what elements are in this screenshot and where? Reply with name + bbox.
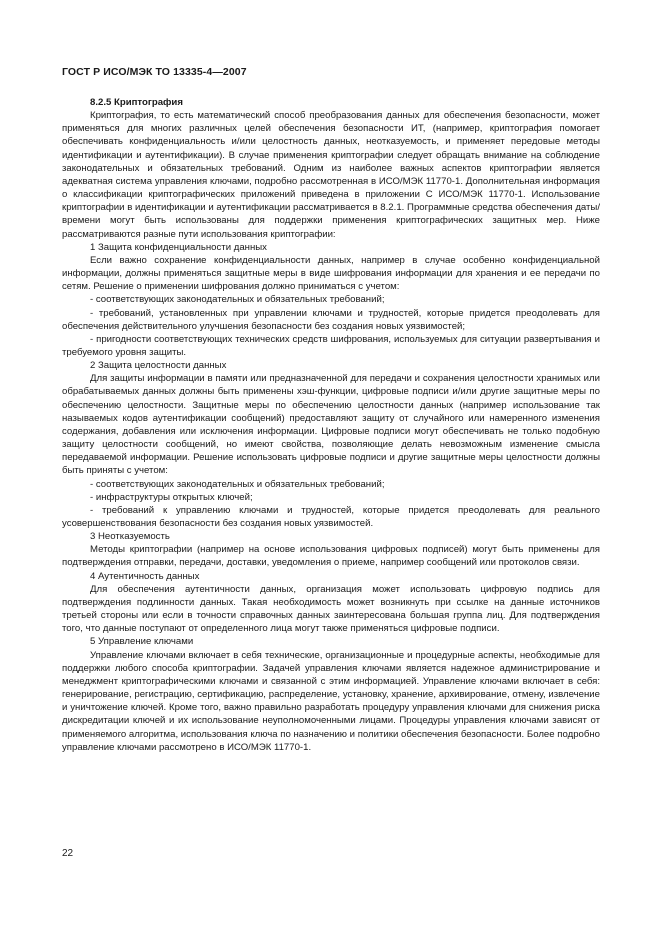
subsection-heading: 4 Аутентичность данных (90, 570, 200, 582)
paragraph: Для защиты информации в памяти или предназначенной для передачи и сохранения целостности хранимых или обрабатываемых данных должны быть применены хэш-функции, цифровые подписи и/или другие защитные меры по обеспечению целостности. Защитные меры по обеспечению целостности данных (например использование так называемых кодов аутентификации сообщений) предоставляют защиту от случайного или намеренного изменения содержания, добавления или исключения информации. Цифровые подписи могут обеспечивать не только подобную защиту целостности сообщений, но имеют свойства, позволяющие делать невозможным изменение смысла передаваемой информации. Решение использовать цифровые подписи и другие защитные меры целостности должны быть приняты с учетом: (62, 373, 600, 477)
section-title: 8.2.5 Криптография (90, 97, 183, 108)
list-item: - требований, установленных при управлении ключами и трудностей, которые придется преодолевать для обеспечения действительного улучшения безопасности без создания новых уязвимостей; (62, 307, 600, 332)
paragraph: Методы криптографии (например на основе использования цифровых подписей) могут быть применены для подтверждения отправки, передачи, доставки, уведомления о приеме, например сообщений или протоколов связи. (62, 544, 600, 569)
paragraph: Если важно сохранение конфиденциальности данных, например в случае особенно конфиденциальной информации, должны применяться защитные меры в виде шифрования информации для хранения и ее передачи по сетям. Решение о применении шифрования должно приниматься с учетом: (62, 254, 600, 293)
document-body (62, 96, 600, 754)
subsection-heading: 2 Защита целостности данных (90, 360, 227, 372)
list-item: - инфраструктуры открытых ключей; (90, 491, 253, 503)
list-item: - соответствующих законодательных и обязательных требований; (90, 478, 385, 490)
subsection-heading: 5 Управление ключами (90, 636, 194, 648)
list-item: - соответствующих законодательных и обязательных требований; (90, 294, 385, 306)
paragraph: Управление ключами включает в себя технические, организационные и процедурные аспекты, необходимые для поддержки любого способа криптографии. Задачей управления ключами является надежное администрирование и менеджмент криптографическими ключами и связанной с этим информацией. Управление ключами включает в себя: генерирование, регистрацию, сертификацию, распределение, установку, хранение, архивирование, отмену, извлечение и уничтожение ключей. Кроме того, важно правильно разработать процедуру управления ключами для снижения риска дискредитации ключей и их использование неуполномоченными лицами. Процедуры управления ключами зависят от применяемого алгоритма, использования ключа по назначению и политики обеспечения безопасности. Более подробно управление ключами рассмотрено в ИСО/МЭК 11770-1. (62, 649, 600, 753)
paragraph: Криптография, то есть математический способ преобразования данных для обеспечения безопасности, может применяться для многих различных целей обеспечения безопасности ИТ, (например, криптография помогает обеспечивать конфиденциальность и/или целостность данных, неотказуемость, и применяет передовые методы идентификации и аутентификации). В случае применения криптографии следует обращать внимание на соблюдение законодательных и обязательных требований. Одним из наиболее важных аспектов криптографии является адекватная система управления ключами, подробно рассмотренная в ИСО/МЭК 11770-1. Дополнительная информация о классификации криптографических приложений приведена в приложении С ИСО/МЭК 11770-1. Использование криптографии в идентификации и аутентификации рассматривается в 8.2.1. Программные средства обеспечения даты/времени могут быть использованы для поддержки применения криптографических защитных мер. Ниже рассматриваются разные пути использования криптографии: (62, 110, 600, 240)
subsection-heading: 3 Неотказуемость (90, 531, 170, 543)
standard-header: ГОСТ Р ИСО/МЭК ТО 13335-4—2007 (62, 66, 247, 78)
paragraph: Для обеспечения аутентичности данных, организация может использовать цифровую подпись для подтверждения подлинности данных. Такая необходимость может возникнуть при ссылке на данные источников третьей стороны или если в точности справочных данных заинтересована большая группа лиц. Для подтверждения того, что данные поступают от определенного лица могут также применяться цифровые подписи. (62, 583, 600, 635)
subsection-heading: 1 Защита конфиденциальности данных (90, 241, 267, 253)
page-number: 22 (62, 848, 74, 859)
list-item: - пригодности соответствующих технических средств шифрования, используемых для ситуации развертывания и требуемого уровня защиты. (62, 333, 600, 358)
list-item: - требований к управлению ключами и трудностей, которые придется преодолевать для реального усовершенствования безопасности без создания новых уязвимостей. (62, 504, 600, 529)
